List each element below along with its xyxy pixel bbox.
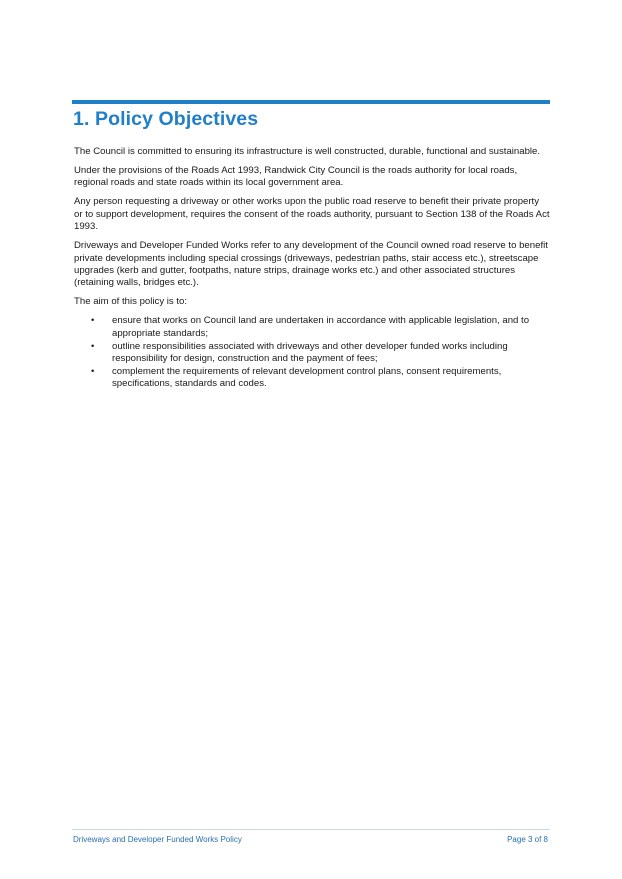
page-number: Page 3 of 8 bbox=[507, 835, 548, 844]
footer-rule bbox=[72, 829, 550, 830]
paragraph: The aim of this policy is to: bbox=[74, 296, 188, 308]
footer-title: Driveways and Developer Funded Works Policy bbox=[73, 835, 242, 844]
list-item bbox=[74, 315, 550, 340]
paragraph: Any person requesting a driveway or other works upon the public road reserve to benefit their private property or to support development, requires the consent of the roads authority, pursuant to Section 138 of the Roads Act 1993. bbox=[74, 196, 550, 233]
bullet-icon: • bbox=[91, 340, 95, 352]
aims-list bbox=[74, 315, 550, 390]
list-item-text: complement the requirements of relevant development control plans, consent requirements, specifications, standards and codes. bbox=[112, 365, 502, 390]
paragraph: Under the provisions of the Roads Act 1993, Randwick City Council is the roads authority for local roads, regional roads and state roads within its local government area. bbox=[74, 165, 518, 189]
section-heading: 1. Policy Objectives bbox=[73, 108, 259, 130]
bullet-icon: • bbox=[91, 315, 95, 327]
paragraph: The Council is committed to ensuring its infrastructure is well constructed, durable, functional and sustainable. bbox=[74, 146, 541, 157]
bullet-icon: • bbox=[91, 365, 95, 377]
list-item-text: ensure that works on Council land are undertaken in accordance with applicable legislation, and to appropriate standards; bbox=[112, 315, 530, 339]
list-item bbox=[74, 341, 550, 366]
paragraph: Driveways and Developer Funded Works refer to any development of the Council owned road reserve to benefit private developments including special crossings (driveways, pedestrian paths, stair access etc.), streetscape upgrades (kerb and gutter, footpaths, nature strips, drainage works etc.) and other associated structures (retaining walls, bridges etc.). bbox=[74, 240, 548, 289]
document-body bbox=[74, 146, 550, 391]
list-item bbox=[74, 366, 550, 391]
list-item-text: outline responsibilities associated with driveways and other developer funded works including responsibility for design, construction and the payment of fees; bbox=[112, 340, 508, 364]
heading-rule bbox=[72, 100, 550, 104]
